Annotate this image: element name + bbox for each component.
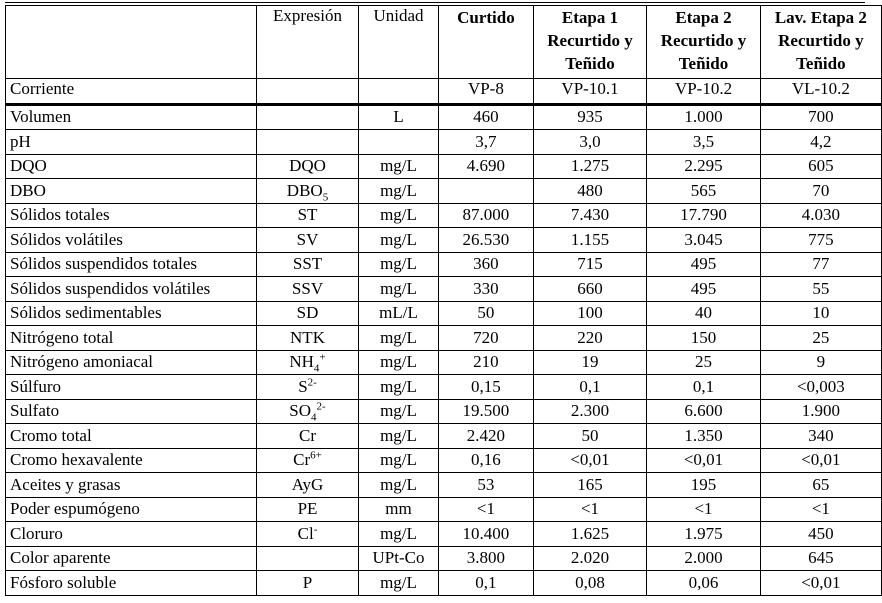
- expression-base: Cr: [299, 425, 316, 445]
- lav-etapa2-cell: 25: [760, 326, 881, 351]
- document-page: [5, 5, 882, 596]
- expression-base: Cl: [297, 523, 314, 543]
- unit-cell: mg/L: [358, 179, 438, 204]
- parameter-cell: Sólidos totales: [6, 203, 257, 228]
- header-parameter: [6, 6, 257, 79]
- curtido-cell: [439, 179, 534, 204]
- lav-etapa2-cell: 700: [760, 104, 881, 130]
- top-rule: [5, 2, 865, 3]
- expression-cell: [257, 571, 359, 596]
- parameter-cell: DBO: [6, 179, 257, 204]
- expression-cell: [257, 399, 359, 424]
- expression-superscript: 2-: [316, 400, 326, 413]
- lav-etapa2-cell: <0,01: [760, 571, 881, 596]
- expression-base: NH: [289, 352, 314, 372]
- corriente-etapa1: VP-10.1: [533, 79, 647, 105]
- corriente-unit: [358, 79, 438, 105]
- parameter-cell: DQO: [6, 154, 257, 179]
- curtido-cell: 210: [439, 350, 534, 375]
- etapa2-cell: 25: [647, 350, 761, 375]
- etapa2-cell: 0,1: [647, 375, 761, 400]
- table-row: [6, 375, 882, 400]
- etapa1-cell: 100: [533, 301, 647, 326]
- etapa2-cell: 2.295: [647, 154, 761, 179]
- expression-base: S: [298, 376, 308, 396]
- etapa1-cell: 480: [533, 179, 647, 204]
- curtido-cell: <1: [439, 497, 534, 522]
- expression-superscript: +: [319, 351, 326, 364]
- table-row: [6, 179, 882, 204]
- curtido-cell: 87.000: [439, 203, 534, 228]
- expression-cell: [257, 228, 359, 253]
- expression-base: SD: [296, 303, 319, 323]
- table-row: [6, 154, 882, 179]
- etapa1-cell: 3,0: [533, 130, 647, 155]
- table-row: [6, 277, 882, 302]
- parameter-cell: Sólidos volátiles: [6, 228, 257, 253]
- unit-cell: mL/L: [358, 301, 438, 326]
- etapa1-cell: <0,01: [533, 448, 647, 473]
- etapa2-cell: 565: [647, 179, 761, 204]
- etapa1-cell: 1.625: [533, 522, 647, 547]
- table-row: [6, 424, 882, 449]
- expression-base: P: [302, 572, 313, 592]
- lav-etapa2-cell: 65: [760, 473, 881, 498]
- curtido-cell: 0,16: [439, 448, 534, 473]
- curtido-cell: 19.500: [439, 399, 534, 424]
- etapa2-cell: 195: [647, 473, 761, 498]
- table-row: [6, 326, 882, 351]
- curtido-cell: 3.800: [439, 546, 534, 571]
- table-row: [6, 252, 882, 277]
- curtido-cell: 4.690: [439, 154, 534, 179]
- expression-base: DBO: [286, 180, 323, 200]
- curtido-cell: 720: [439, 326, 534, 351]
- expression-base: SV: [296, 229, 319, 249]
- expression-cell: [257, 522, 359, 547]
- parameter-cell: Nitrógeno amoniacal: [6, 350, 257, 375]
- corriente-curtido: VP-8: [439, 79, 534, 105]
- lav-etapa2-cell: 605: [760, 154, 881, 179]
- expression-subscript: 4: [313, 362, 320, 375]
- table-row: [6, 350, 882, 375]
- unit-cell: mg/L: [358, 277, 438, 302]
- etapa1-cell: 165: [533, 473, 647, 498]
- parameter-cell: Poder espumógeno: [6, 497, 257, 522]
- unit-cell: mg/L: [358, 326, 438, 351]
- etapa2-cell: 1.975: [647, 522, 761, 547]
- unit-cell: mg/L: [358, 473, 438, 498]
- expression-cell: [257, 277, 359, 302]
- etapa1-cell: 0,08: [533, 571, 647, 596]
- expression-cell: [257, 375, 359, 400]
- expression-cell: [257, 448, 359, 473]
- expression-subscript: 4: [311, 411, 317, 424]
- expression-base: PE: [297, 499, 318, 519]
- curtido-cell: 360: [439, 252, 534, 277]
- parameter-cell: Aceites y grasas: [6, 473, 257, 498]
- expression-cell: [257, 179, 359, 204]
- unit-cell: mg/L: [358, 522, 438, 547]
- unit-cell: mg/L: [358, 571, 438, 596]
- table-row: [6, 203, 882, 228]
- lav-etapa2-cell: 645: [760, 546, 881, 571]
- etapa2-cell: 1.000: [647, 104, 761, 130]
- unit-cell: L: [358, 104, 438, 130]
- curtido-cell: 0,15: [439, 375, 534, 400]
- header-row: [6, 6, 882, 79]
- etapa2-cell: <1: [647, 497, 761, 522]
- lav-etapa2-cell: 77: [760, 252, 881, 277]
- table-row: [6, 399, 882, 424]
- expression-cell: [257, 203, 359, 228]
- header-expresion: Expresión: [257, 6, 359, 79]
- table-row: [6, 130, 882, 155]
- unit-cell: mg/L: [358, 252, 438, 277]
- table-row: [6, 448, 882, 473]
- expression-cell: [257, 326, 359, 351]
- unit-cell: mg/L: [358, 203, 438, 228]
- unit-cell: mg/L: [358, 399, 438, 424]
- parameter-cell: Nitrógeno total: [6, 326, 257, 351]
- expression-base: SO: [289, 401, 312, 421]
- corriente-lav: VL-10.2: [760, 79, 881, 105]
- expression-cell: [257, 301, 359, 326]
- table-row: [6, 497, 882, 522]
- etapa2-cell: 6.600: [647, 399, 761, 424]
- parameter-cell: Sulfato: [6, 399, 257, 424]
- etapa1-cell: 220: [533, 326, 647, 351]
- unit-cell: mm: [358, 497, 438, 522]
- lav-etapa2-cell: <0,01: [760, 448, 881, 473]
- unit-cell: mg/L: [358, 228, 438, 253]
- expression-base: SSV: [291, 278, 324, 298]
- etapa1-cell: 7.430: [533, 203, 647, 228]
- etapa1-cell: 2.300: [533, 399, 647, 424]
- table-row: [6, 546, 882, 571]
- lav-etapa2-cell: 70: [760, 179, 881, 204]
- etapa1-cell: 2.020: [533, 546, 647, 571]
- lav-etapa2-cell: <1: [760, 497, 881, 522]
- etapa1-cell: 19: [533, 350, 647, 375]
- expression-superscript: 2-: [307, 376, 317, 389]
- etapa2-cell: 2.000: [647, 546, 761, 571]
- expression-base: AyG: [291, 474, 324, 494]
- etapa1-cell: 1.275: [533, 154, 647, 179]
- unit-cell: mg/L: [358, 375, 438, 400]
- corriente-label: Corriente: [6, 79, 257, 105]
- unit-cell: mg/L: [358, 154, 438, 179]
- table-row: [6, 104, 882, 130]
- lav-etapa2-cell: 9: [760, 350, 881, 375]
- lav-etapa2-cell: <0,003: [760, 375, 881, 400]
- lav-etapa2-cell: 450: [760, 522, 881, 547]
- etapa2-cell: 40: [647, 301, 761, 326]
- etapa1-cell: <1: [533, 497, 647, 522]
- expression-cell: [257, 252, 359, 277]
- expression-base: SST: [292, 254, 323, 274]
- expression-cell: [257, 473, 359, 498]
- header-curtido: Curtido: [439, 6, 534, 79]
- unit-cell: [358, 130, 438, 155]
- expression-superscript: -: [313, 523, 318, 536]
- parameter-cell: Fósforo soluble: [6, 571, 257, 596]
- lav-etapa2-cell: 340: [760, 424, 881, 449]
- parameter-cell: Volumen: [6, 104, 257, 130]
- lav-etapa2-cell: 4,2: [760, 130, 881, 155]
- lav-etapa2-cell: 1.900: [760, 399, 881, 424]
- etapa2-cell: 1.350: [647, 424, 761, 449]
- parameter-cell: Sólidos suspendidos volátiles: [6, 277, 257, 302]
- expression-superscript: 6+: [310, 449, 322, 462]
- lav-etapa2-cell: 55: [760, 277, 881, 302]
- etapa2-cell: 0,06: [647, 571, 761, 596]
- table-body: [6, 104, 882, 595]
- etapa2-cell: 150: [647, 326, 761, 351]
- curtido-cell: 2.420: [439, 424, 534, 449]
- curtido-cell: 330: [439, 277, 534, 302]
- table-row: [6, 473, 882, 498]
- table-row: [6, 571, 882, 596]
- expression-base: NTK: [290, 327, 325, 347]
- curtido-cell: 26.530: [439, 228, 534, 253]
- expression-base: Cr: [293, 450, 311, 470]
- corriente-etapa2: VP-10.2: [647, 79, 761, 105]
- header-unidad: Unidad: [358, 6, 438, 79]
- table-row: [6, 301, 882, 326]
- expression-cell: [257, 350, 359, 375]
- etapa1-cell: 715: [533, 252, 647, 277]
- parameter-cell: Cromo total: [6, 424, 257, 449]
- header-etapa2: Etapa 2 Recurtido y Teñido: [647, 6, 761, 79]
- expression-base: DQO: [289, 156, 326, 176]
- parameter-cell: Cromo hexavalente: [6, 448, 257, 473]
- expression-cell: [257, 497, 359, 522]
- table-row: [6, 228, 882, 253]
- expression-subscript: 5: [322, 191, 329, 204]
- expression-cell: [257, 130, 359, 155]
- etapa1-cell: 50: [533, 424, 647, 449]
- curtido-cell: 0,1: [439, 571, 534, 596]
- lav-etapa2-cell: 775: [760, 228, 881, 253]
- etapa2-cell: 17.790: [647, 203, 761, 228]
- parameter-cell: Sólidos sedimentables: [6, 301, 257, 326]
- unit-cell: mg/L: [358, 424, 438, 449]
- unit-cell: UPt-Co: [358, 546, 438, 571]
- curtido-cell: 53: [439, 473, 534, 498]
- expression-cell: [257, 154, 359, 179]
- parameter-cell: Cloruro: [6, 522, 257, 547]
- etapa1-cell: 660: [533, 277, 647, 302]
- unit-cell: mg/L: [358, 350, 438, 375]
- parameter-cell: Súlfuro: [6, 375, 257, 400]
- etapa1-cell: 935: [533, 104, 647, 130]
- expression-cell: [257, 546, 359, 571]
- table-row: [6, 522, 882, 547]
- lav-etapa2-cell: 10: [760, 301, 881, 326]
- corriente-expr: [257, 79, 359, 105]
- etapa2-cell: 495: [647, 277, 761, 302]
- curtido-cell: 50: [439, 301, 534, 326]
- expression-base: ST: [297, 205, 318, 225]
- header-etapa1: Etapa 1 Recurtido y Teñido: [533, 6, 647, 79]
- etapa2-cell: 3,5: [647, 130, 761, 155]
- corriente-row: [6, 79, 882, 105]
- lav-etapa2-cell: 4.030: [760, 203, 881, 228]
- parameter-cell: Color aparente: [6, 546, 257, 571]
- unit-cell: mg/L: [358, 448, 438, 473]
- curtido-cell: 3,7: [439, 130, 534, 155]
- etapa2-cell: 495: [647, 252, 761, 277]
- etapa2-cell: <0,01: [647, 448, 761, 473]
- parameter-cell: pH: [6, 130, 257, 155]
- etapa1-cell: 1.155: [533, 228, 647, 253]
- wastewater-characterization-table: [5, 5, 882, 596]
- etapa1-cell: 0,1: [533, 375, 647, 400]
- parameter-cell: Sólidos suspendidos totales: [6, 252, 257, 277]
- expression-cell: [257, 104, 359, 130]
- header-lav-etapa2: Lav. Etapa 2 Recurtido y Teñido: [760, 6, 881, 79]
- curtido-cell: 10.400: [439, 522, 534, 547]
- etapa2-cell: 3.045: [647, 228, 761, 253]
- expression-cell: [257, 424, 359, 449]
- curtido-cell: 460: [439, 104, 534, 130]
